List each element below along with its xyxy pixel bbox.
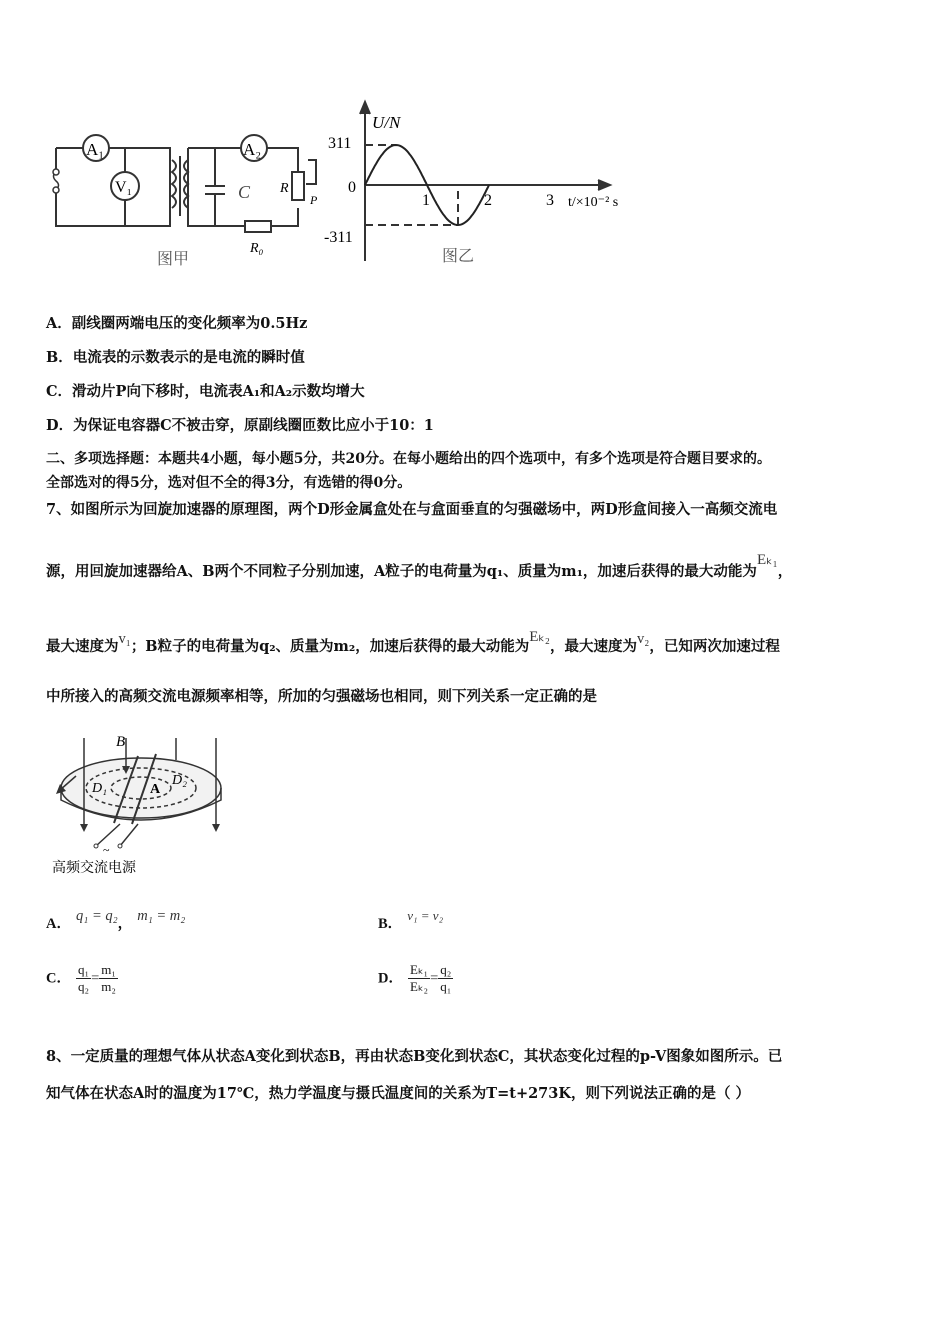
x-tick-3: 3 xyxy=(546,192,554,209)
q7-option-a-math1: q₁ = q₂ xyxy=(76,908,118,924)
q7-option-c-eq: = xyxy=(91,970,100,987)
d1-label: D₁ xyxy=(92,781,107,796)
q6-option-b: B．电流表的示数表示的是电流的瞬时值 xyxy=(46,349,305,366)
particle-a-label: A xyxy=(150,782,161,797)
figure-caption-right: 图乙 xyxy=(442,248,475,265)
q7-option-a-label: A． xyxy=(46,916,71,932)
q7-line3-text-d: ，已知两次加速过程 xyxy=(649,638,780,655)
q7-line1: 7、如图所示为回旋加速器的原理图，两个D形金属盒处在与盒面垂直的匀强磁场中，两D形盒间接入一高频交流电 xyxy=(46,501,778,518)
q7-option-c xyxy=(46,962,118,995)
figure-caption-left: 图甲 xyxy=(157,251,190,268)
q7-option-b-label: B． xyxy=(378,916,403,932)
frac-num: m₁ xyxy=(101,962,116,977)
circuit-figure xyxy=(40,120,330,270)
y-tick-zero: 0 xyxy=(348,179,356,196)
cyclotron-figure xyxy=(46,728,236,878)
section2-line1: 二、多项选择题：本题共4小题，每小题5分，共20分。在每小题给出的四个选项中，有多个选项是符合题目要求的。 xyxy=(46,451,771,467)
x-axis-label: t/×10⁻² s xyxy=(568,195,619,210)
resistor-label: R xyxy=(280,181,289,196)
frac-den: q₂ xyxy=(78,979,90,994)
y-axis-label: U/N xyxy=(372,113,401,132)
d2-label: D₂ xyxy=(172,773,187,788)
ammeter-a2-label: A₂ xyxy=(243,140,262,159)
q7-line3-text-b: ；B粒子的电荷量为q₂、质量为m₂，加速后获得的最大动能为 xyxy=(130,638,530,655)
q6-option-d: D．为保证电容器C不被击穿，原副线圈匝数比应小于10：1 xyxy=(46,417,434,434)
frac-den: m₂ xyxy=(101,979,116,994)
q7-v1: v₁ xyxy=(118,631,131,647)
q7-option-d-frac1 xyxy=(408,962,430,995)
q7-ek1: Eₖ₁ xyxy=(756,552,778,568)
q7-option-d-eq: = xyxy=(430,970,439,987)
ac-source-caption: 高频交流电源 xyxy=(52,861,136,876)
x-tick-1: 1 xyxy=(422,192,430,209)
voltage-graph xyxy=(320,96,630,271)
q7-option-c-label: C． xyxy=(46,970,71,987)
q6-option-c: C．滑动片P向下移时，电流表A₁和A₂示数均增大 xyxy=(46,383,365,400)
frac-den: q₁ xyxy=(440,979,452,994)
q7-line2-text: 源，用回旋加速器给A、B两个不同粒子分别加速，A粒子的电荷量为q₁、质量为m₁，加速后获得的最大动能为 xyxy=(46,563,757,580)
x-tick-2: 2 xyxy=(484,192,492,209)
q8-line1: 8、一定质量的理想气体从状态A变化到状态B，再由状态B变化到状态C，其状态变化过程的p-V图象如图所示。已 xyxy=(46,1048,783,1065)
q7-ek2: Eₖ₂ xyxy=(529,629,551,645)
q8-line2: 知气体在状态A时的温度为17℃，热力学温度与摄氏温度间的关系为T=t+273K，则下列说法正确的是（ ） xyxy=(46,1085,751,1102)
q7-option-b-math: v₁ = v₂ xyxy=(407,908,444,923)
y-tick-top: 311 xyxy=(328,135,352,152)
q7-option-c-frac1 xyxy=(76,962,91,995)
frac-num: q₂ xyxy=(440,962,452,977)
voltmeter-v1-label: V₁ xyxy=(115,179,133,196)
q7-line2-end: ， xyxy=(777,563,793,580)
ammeter-a1-label: A₁ xyxy=(86,140,105,159)
resistor-r0-label: R₀ xyxy=(250,241,264,256)
capacitor-label: C xyxy=(238,182,251,202)
q7-option-b xyxy=(378,908,444,933)
magnetic-field-label: B xyxy=(116,734,126,750)
q7-line2 xyxy=(46,552,793,581)
q7-option-d-label: D． xyxy=(378,970,403,987)
frac-num: q₁ xyxy=(78,962,90,977)
q7-line3-text-c: ，最大速度为 xyxy=(550,638,638,655)
q7-line3-text-a: 最大速度为 xyxy=(46,638,119,655)
frac-den: Eₖ₂ xyxy=(410,979,429,994)
y-tick-bottom: -311 xyxy=(324,229,353,246)
q7-option-a-math2: m₁ = m₂ xyxy=(137,908,186,924)
q7-option-d xyxy=(378,962,453,995)
q7-v2: v₂ xyxy=(637,631,650,647)
q7-option-c-frac2 xyxy=(99,962,118,995)
ac-symbol: ~ xyxy=(103,843,110,857)
frac-num: Eₖ₁ xyxy=(410,962,429,977)
q7-option-a xyxy=(46,908,186,933)
q7-line4: 中所接入的高频交流电源频率相等，所加的匀强磁场也相同，则下列关系一定正确的是 xyxy=(46,688,597,705)
q7-line3 xyxy=(46,629,780,656)
q7-option-d-frac2 xyxy=(438,962,453,995)
slider-label: P xyxy=(310,193,318,207)
q6-option-a: A．副线圈两端电压的变化频率为0.5Hz xyxy=(46,315,308,332)
section2-line2: 全部选对的得5分，选对但不全的得3分，有选错的得0分。 xyxy=(46,475,412,491)
q7-option-a-sep: ， xyxy=(117,915,133,932)
